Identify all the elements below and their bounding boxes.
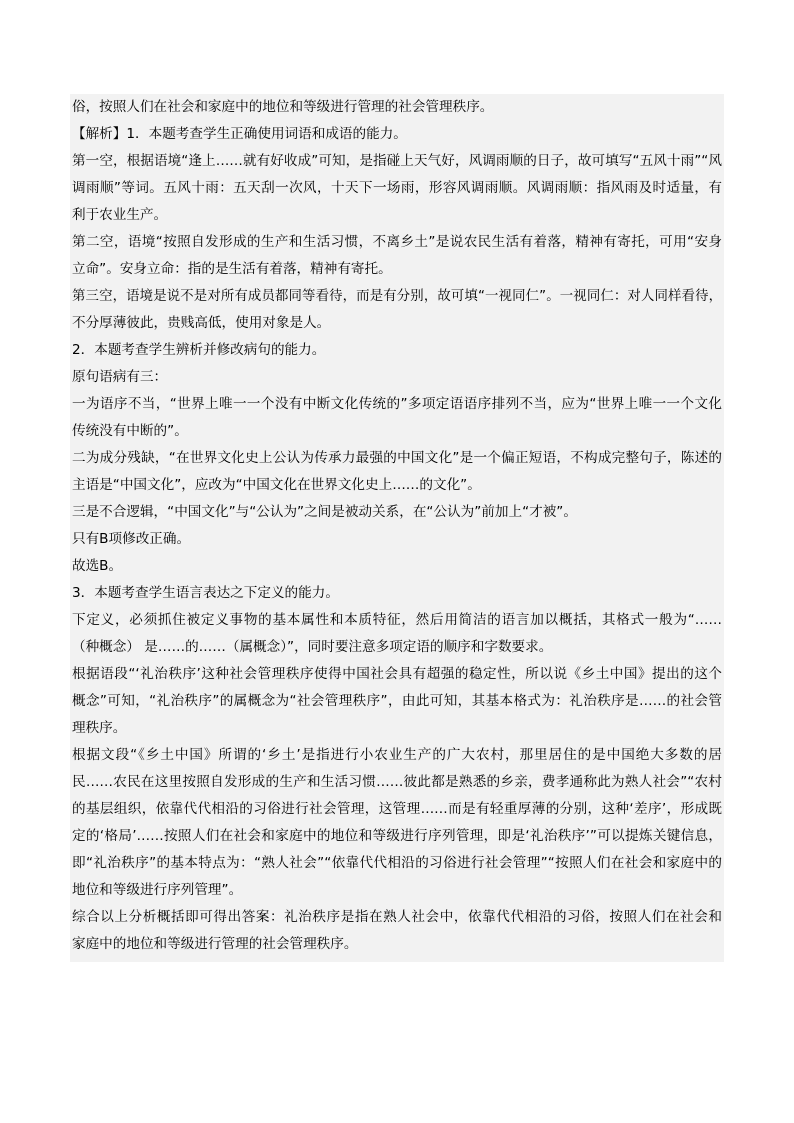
text-line: 下定义，必须抓住被定义事物的基本属性和本质特征，然后用简洁的语言加以概括，其格式一般为“…… <box>72 612 722 628</box>
analysis-heading-line: 【解析】1．本题考查学生正确使用词语和成语的能力。 <box>72 126 407 142</box>
text-line: 俗，按照人们在社会和家庭中的地位和等级进行管理的社会管理秩序。 <box>72 99 494 115</box>
text-line: 综合以上分析概括即可得出答案：礼治秩序是指在熟人社会中，依靠代代相沿的习俗，按照人们在社会和 <box>72 909 722 925</box>
text-line: 二为成分残缺，“在世界文化史上公认为传承力最强的中国文化”是一个偏正短语，不构成完整句子，陈述的 <box>72 450 722 466</box>
answer-analysis-block <box>70 94 724 962</box>
text-line: 不分厚薄彼此，贵贱高低，使用对象是人。 <box>72 315 331 331</box>
text-line: 调雨顺”等词。五风十雨：五天刮一次风，十天下一场雨，形容风调雨顺。风调雨顺：指风雨及时适量，有 <box>72 180 722 196</box>
text-line: 根据文段“《乡土中国》所谓的‘乡土’是指进行小农业生产的广大农村，那里居住的是中国绝大多数的居 <box>72 747 722 763</box>
question-2-heading-line: 2．本题考查学生辨析并修改病句的能力。 <box>72 342 326 358</box>
text-line: 理秩序。 <box>72 720 127 736</box>
text-line: 传统没有中断的”。 <box>72 423 188 439</box>
text-line: 地位和等级进行序列管理”。 <box>72 882 243 898</box>
text-line: 只有B项修改正确。 <box>72 531 191 547</box>
text-line: 三是不合逻辑，“中国文化”与“公认为”之间是被动关系，在“公认为”前加上“才被”。 <box>72 504 577 520</box>
text-line: 故选B。 <box>72 558 123 574</box>
question-3-heading-line: 3．本题考查学生语言表达之下定义的能力。 <box>72 585 339 601</box>
text-line: 第一空，根据语境“逢上……就有好收成”可知，是指碰上天气好，风调雨顺的日子，故可填写“五风十雨”“风 <box>72 153 722 169</box>
text-line: 一为语序不当，“世界上唯一一个没有中断文化传统的”多项定语语序排列不当，应为“世界上唯一一个文化 <box>72 396 722 412</box>
text-line: 根据语段“‘礼治秩序’这种社会管理秩序使得中国社会具有超强的稳定性，所以说《乡土中国》提出的这个 <box>72 666 722 682</box>
text-line: 第二空，语境“按照自发形成的生产和生活习惯，不离乡土”是说农民生活有着落，精神有寄托，可用“安身 <box>72 234 722 250</box>
text-line: 民……农民在这里按照自发形成的生产和生活习惯……彼此都是熟悉的乡亲，费孝通称此为熟人社会”“农村 <box>72 774 722 790</box>
text-line: 第三空，语境是说不是对所有成员都同等看待，而是有分别，故可填“一视同仁”。一视同仁：对人同样看待， <box>72 289 722 304</box>
text-line: 的基层组织，依靠代代相沿的习俗进行社会管理，这管理……而是有轻重厚薄的分别，这种‘差序’，形成既 <box>72 801 722 817</box>
text-line: 即“礼治秩序”的基本特点为：“熟人社会”“依靠代代相沿的习俗进行社会管理”“按照人们在社会和家庭中的 <box>72 855 722 871</box>
text-line: 利于农业生产。 <box>72 207 168 223</box>
text-line: （种概念） 是……的……（属概念）”，同时要注意多项定语的顺序和字数要求。 <box>72 639 553 655</box>
text-line: 主语是“中国文化”，应改为“中国文化在世界文化史上……的文化”。 <box>72 477 481 493</box>
text-line: 立命”。安身立命：指的是生活有着落，精神有寄托。 <box>72 261 392 277</box>
text-line: 定的‘格局’……按照人们在社会和家庭中的地位和等级进行序列管理，即是‘礼治秩序’”可以提炼关键信息， <box>72 828 722 844</box>
text-line: 家庭中的地位和等级进行管理的社会管理秩序。 <box>72 936 358 952</box>
text-line: 原句语病有三： <box>72 369 168 385</box>
text-line: 概念”可知，“礼治秩序”的属概念为“社会管理秩序”，由此可知，其基本格式为：礼治秩序是……的社会管 <box>72 693 722 709</box>
